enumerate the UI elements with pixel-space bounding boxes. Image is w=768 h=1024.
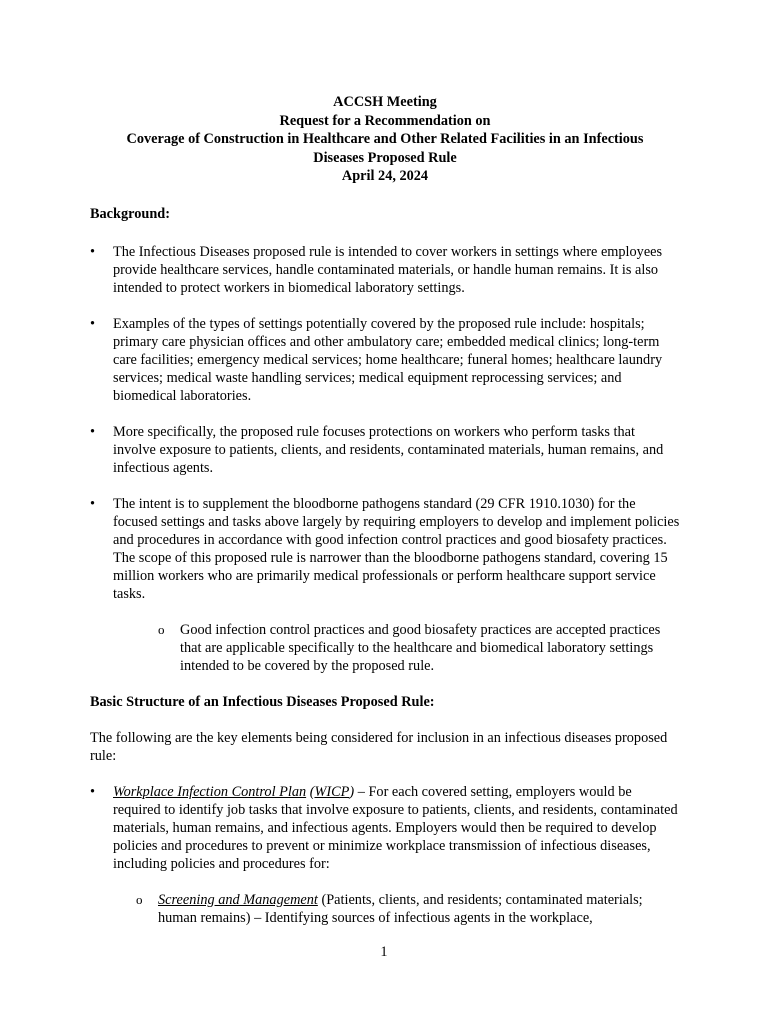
heading-rule: Diseases Proposed Rule — [313, 149, 457, 166]
bullet-text: The intent is to supplement the bloodborne pathogens standard (29 CFR 1910.1030) for the focused settings and tasks above largely by requiring employers to develop and implement policies and procedures in accordance with good infection control practices and good biosafety practices. The scope of this proposed rule is narrower than the bloodborne pathogens standard, covering 15 million workers who are primarily medical professionals or perform healthcare support service tasks. — [113, 495, 680, 602]
list-item — [90, 783, 680, 873]
heading-meeting: ACCSH Meeting — [333, 94, 437, 110]
wicp-abbr: WICP — [314, 783, 350, 800]
document-page — [90, 93, 680, 927]
bullet-text: More specifically, the proposed rule focuses protections on workers who perform tasks that involve exposure to patients, clients, and residents, contaminated materials, human remains, and infectious agents. — [113, 423, 664, 476]
wicp-text — [113, 784, 678, 872]
bullet-icon: • — [90, 315, 96, 332]
bullet-icon: • — [90, 423, 96, 440]
wicp-paren: (WICP) — [309, 783, 355, 800]
wicp-description: – For each covered setting, employers would be required to identify job tasks that involve exposure to patients, clients, and residents, contaminated materials, human remains, and infectious agents. Employers would then be required to develop policies and procedures to prevent or minimize workplace transmission of infectious diseases, including policies and procedures for: — [113, 783, 678, 872]
wicp-label: Workplace Infection Control Plan — [113, 783, 307, 800]
list-item — [90, 243, 680, 297]
sub-bullet-icon: o — [158, 621, 165, 637]
heading-request: Request for a Recommendation on — [279, 112, 491, 129]
list-item — [90, 315, 680, 405]
structure-list — [90, 783, 680, 873]
document-heading — [90, 93, 680, 186]
list-item — [90, 423, 680, 477]
bullet-icon: • — [90, 783, 96, 800]
sub-list-item — [136, 891, 680, 927]
heading-coverage: Coverage of Construction in Healthcare and Other Related Facilities in an Infectious — [126, 131, 644, 147]
sub-list-item — [158, 621, 680, 675]
list-item — [90, 495, 680, 603]
screening-label: Screening and Management — [158, 891, 318, 908]
heading-date: April 24, 2024 — [341, 168, 429, 184]
background-title: Background: — [90, 205, 170, 222]
screening-text: (Patients, clients, and residents; contaminated materials; human remains) – Identifying sources of infectious agents in the workplace, — [158, 891, 643, 926]
background-list — [90, 243, 680, 603]
bullet-icon: • — [90, 495, 96, 512]
sub-bullet-text: Good infection control practices and good biosafety practices are accepted practices that are applicable specifically to the healthcare and biomedical laboratory settings intended to be covered by the proposed rule. — [180, 621, 661, 674]
bullet-text: Examples of the types of settings potentially covered by the proposed rule include: hospitals; primary care physician offices and other ambulatory care; embedded medical clinics; long-term care facilities; emergency medical services; home healthcare; funeral homes; healthcare laundry services; medical waste handling services; medical equipment reprocessing services; and biomedical laboratories. — [113, 315, 663, 404]
page-number: 1 — [380, 944, 388, 960]
structure-intro: The following are the key elements being considered for inclusion in an infectious diseases proposed rule: — [90, 729, 668, 764]
structure-title: Basic Structure of an Infectious Diseases Proposed Rule: — [90, 693, 435, 710]
bullet-text: The Infectious Diseases proposed rule is intended to cover workers in settings where employees provide healthcare services, handle contaminated materials, or handle human remains. It is also intended to protect workers in biomedical laboratory settings. — [113, 243, 663, 296]
sub-bullet-icon: o — [136, 891, 143, 907]
bullet-icon: • — [90, 243, 96, 260]
